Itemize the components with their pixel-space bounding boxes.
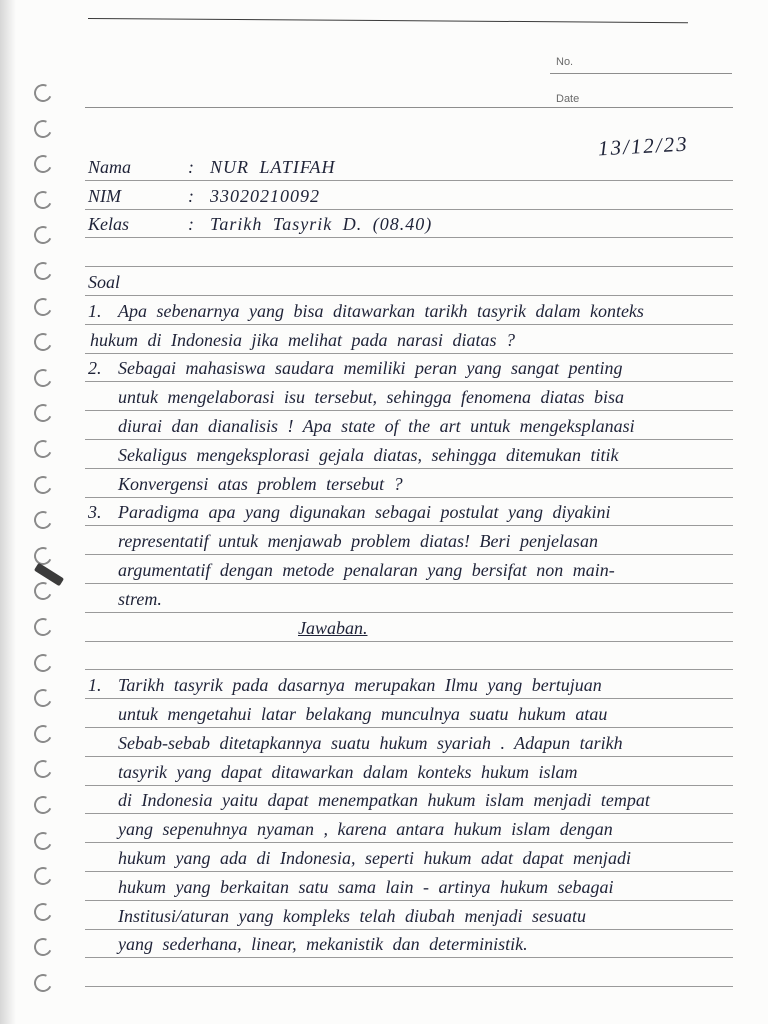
name-value: NUR LATIFAH: [210, 156, 336, 177]
binder-hole: [31, 936, 54, 959]
binder-hole: [31, 865, 54, 888]
spiral-binder: [0, 0, 80, 1024]
question-1-row: [85, 325, 733, 354]
question-2-line: diurai dan dianalisis ! Apa state of the art untuk mengeksplanasi: [118, 415, 635, 436]
handwritten-date: 13/12/23: [597, 131, 690, 161]
binder-hole: [31, 687, 54, 710]
question-2-row: [85, 440, 733, 469]
question-3-line: Paradigma apa yang digunakan sebagai postulat yang diyakini: [118, 502, 611, 523]
identity-row-kelas: [85, 210, 733, 239]
binder-hole: [31, 900, 54, 923]
answer-1-row: [85, 757, 733, 786]
blank-line: [85, 238, 733, 267]
answer-1-line: yang sederhana, linear, mekanistik dan deterministik.: [118, 934, 528, 955]
binder-hole: [31, 509, 54, 532]
question-1-row: [85, 296, 733, 325]
answer-1-row: [85, 843, 733, 872]
binder-hole: [31, 971, 54, 994]
nim-value: 33020210092: [210, 185, 320, 206]
question-1-line: hukum di Indonesia jika melihat pada narasi diatas ?: [90, 329, 515, 350]
answer-1-line: yang sepenuhnya nyaman , karena antara hukum islam dengan: [118, 819, 613, 840]
answer-1-row: [85, 901, 733, 930]
question-2-row: [85, 354, 733, 383]
binder-hole: [31, 259, 54, 282]
nim-separator: :: [188, 185, 194, 206]
kelas-label: Kelas: [88, 214, 130, 235]
answer-1-row: [85, 728, 733, 757]
question-3-row: [85, 555, 733, 584]
kelas-value: Tarikh Tasyrik D. (08.40): [210, 214, 433, 235]
answer-1-row: [85, 670, 733, 699]
no-rule: [550, 73, 732, 74]
answer-1-line: untuk mengetahui latar belakang munculnya suatu hukum atau: [118, 703, 608, 724]
question-3-line: strem.: [118, 588, 162, 609]
question-2-row: [85, 469, 733, 498]
blank-line: [85, 642, 733, 671]
question-2-row: [85, 411, 733, 440]
question-2-line: Konvergensi atas problem tersebut ?: [118, 473, 403, 494]
question-3-row: [85, 526, 733, 555]
answer-1-number: 1.: [88, 675, 102, 696]
soal-heading: Soal: [88, 271, 121, 292]
binder-hole: [31, 758, 54, 781]
answer-1-row: [85, 814, 733, 843]
binder-hole: [31, 331, 54, 354]
binder-hole: [31, 153, 54, 176]
answer-1-row: [85, 872, 733, 901]
date-rule: [85, 107, 733, 108]
question-2-number: 2.: [88, 358, 102, 379]
answer-1-line: di Indonesia yaitu dapat menempatkan hukum islam menjadi tempat: [118, 790, 650, 811]
binder-hole: [31, 544, 54, 567]
question-3-row: [85, 498, 733, 527]
binder-hole: [31, 473, 54, 496]
answer-1-line: hukum yang berkaitan satu sama lain - artinya hukum sebagai: [118, 876, 614, 897]
question-2-line: Sebagai mahasiswa saudara memiliki peran yang sangat penting: [118, 358, 623, 379]
answer-1-row: [85, 699, 733, 728]
name-separator: :: [188, 156, 194, 177]
binder-hole: [31, 295, 54, 318]
ruled-lines: [85, 152, 733, 987]
date-label: Date: [556, 93, 580, 105]
nim-label: NIM: [88, 185, 121, 206]
kelas-separator: :: [188, 214, 194, 235]
question-1-number: 1.: [88, 300, 102, 321]
binder-hole: [31, 81, 54, 104]
question-3-number: 3.: [88, 502, 102, 523]
question-2-row: [85, 382, 733, 411]
binder-hole: [31, 615, 54, 638]
answer-1-line: hukum yang ada di Indonesia, seperti hukum adat dapat menjadi: [118, 847, 631, 868]
binder-hole: [31, 117, 54, 140]
question-1-line: Apa sebenarnya yang bisa ditawarkan tarikh tasyrik dalam konteks: [118, 300, 644, 321]
answer-1-row: [85, 930, 733, 959]
binder-hole: [31, 651, 54, 674]
binder-hole: [31, 224, 54, 247]
question-2-line: untuk mengelaborasi isu tersebut, sehingga fenomena diatas bisa: [118, 387, 624, 408]
soal-heading-row: [85, 267, 733, 296]
question-2-line: Sekaligus mengeksplorasi gejala diatas, sehingga ditemukan titik: [118, 444, 619, 465]
identity-row-name: [85, 152, 733, 181]
binder-hole: [31, 366, 54, 389]
name-label: Nama: [88, 156, 132, 177]
answer-1-line: Institusi/aturan yang kompleks telah diubah menjadi sesuatu: [118, 905, 586, 926]
binder-hole: [31, 402, 54, 425]
top-rule: [88, 18, 688, 23]
binder-hole: [31, 793, 54, 816]
answer-1-row: [85, 786, 733, 815]
question-3-line: representatif untuk menjawab problem diatas! Beri penjelasan: [118, 531, 598, 552]
binder-hole: [31, 188, 54, 211]
jawaban-heading-row: [85, 613, 733, 642]
no-label: No.: [556, 56, 574, 68]
blank-line: [85, 958, 733, 987]
identity-row-nim: [85, 181, 733, 210]
binder-hole: [31, 722, 54, 745]
binder-hole: [31, 580, 54, 603]
answer-1-line: Tarikh tasyrik pada dasarnya merupakan Ilmu yang bertujuan: [118, 675, 602, 696]
jawaban-heading: Jawaban.: [298, 617, 368, 638]
binder-hole: [31, 829, 54, 852]
binder-hole: [31, 437, 54, 460]
question-3-row: [85, 584, 733, 613]
answer-1-line: Sebab-sebab ditetapkannya suatu hukum syariah . Adapun tarikh: [118, 732, 623, 753]
question-3-line: argumentatif dengan metode penalaran yang bersifat non main-: [118, 559, 615, 580]
answer-1-line: tasyrik yang dapat ditawarkan dalam konteks hukum islam: [118, 761, 578, 782]
